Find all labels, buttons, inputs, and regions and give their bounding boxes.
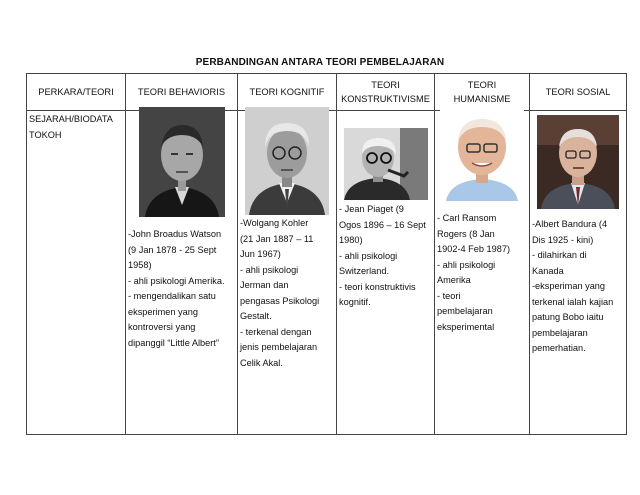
row-label-line2: TOKOH — [29, 130, 62, 140]
piaget-bio-line: - Jean Piaget (9 — [339, 204, 404, 214]
rogers-bio-line: pembelajaran — [437, 306, 493, 316]
kohler-bio-line: - terkenal dengan — [240, 326, 312, 337]
header-humanisme-line2: HUMANISME — [453, 94, 511, 104]
bandura-bio-line: terkenal ialah kajian — [532, 296, 614, 307]
watson-bio-line: 1958) — [128, 260, 152, 270]
page-title: PERBANDINGAN ANTARA TEORI PEMBELAJARAN — [195, 57, 445, 68]
rogers-bio-line: - teori — [437, 290, 461, 301]
header-humanisme-line1: TEORI — [467, 80, 497, 90]
rogers-bio-line: 1902-4 Feb 1987) — [437, 244, 511, 254]
watson-bio-line: eksperimen yang — [128, 306, 198, 317]
cell-konstruktivisme — [337, 111, 435, 435]
kohler-bio-line: - ahli psikologi — [240, 264, 299, 275]
header-row — [27, 74, 627, 111]
header-konstruktivisme — [337, 74, 435, 111]
row-label-cell — [27, 111, 126, 435]
header-behavioris: TEORI BEHAVIORIS — [126, 74, 238, 111]
bandura-bio-line: patung Bobo iaitu — [532, 312, 604, 322]
portrait-piaget — [344, 128, 428, 200]
header-sosial: TEORI SOSIAL — [530, 74, 627, 111]
cell-humanisme — [435, 111, 530, 435]
rogers-bio-line: - Carl Ransom — [437, 213, 497, 223]
piaget-bio-line: Switzerland. — [339, 266, 390, 276]
bandura-bio-line: -eksperiman yang — [532, 281, 606, 291]
bandura-bio-line: -Albert Bandura (4 — [532, 219, 608, 229]
bandura-bio-line: Dis 1925 - kini) — [532, 234, 594, 245]
rogers-bio-line: eksperimental — [437, 321, 495, 332]
kohler-bio-line: Gestalt. — [240, 311, 272, 321]
piaget-bio-line: kognitif. — [339, 297, 371, 307]
rogers-bio-line: Rogers (8 Jan — [437, 228, 495, 239]
biodata-row — [27, 111, 627, 435]
piaget-bio-line: - teori konstruktivis — [339, 281, 416, 292]
header-humanisme — [435, 74, 530, 111]
cell-behavioris — [126, 111, 238, 435]
cell-kognitif — [238, 111, 337, 435]
piaget-bio-line: 1980) — [339, 235, 363, 245]
rogers-bio-line: - ahli psikologi — [437, 259, 496, 270]
watson-bio-line: -John Broadus Watson — [128, 229, 222, 239]
watson-bio-line: - mengendalikan satu — [128, 291, 216, 301]
bandura-bio-line: - dilahirkan di — [532, 250, 587, 260]
watson-bio-line: (9 Jan 1878 - 25 Sept — [128, 244, 217, 255]
kohler-bio-line: (21 Jan 1887 – 11 — [240, 233, 314, 244]
header-konstruktivisme-line2: KONSTRUKTIVISME — [341, 94, 430, 104]
kohler-bio-line: pengasas Psikologi — [240, 295, 320, 306]
bandura-bio-line: Kanada — [532, 265, 564, 276]
header-kognitif: TEORI KOGNITIF — [238, 74, 337, 111]
watson-bio-line: - ahli psikologi Amerika. — [128, 275, 225, 286]
kohler-bio-line: -Wolgang Kohler — [240, 218, 309, 228]
watson-bio-line: dipanggil “Little Albert” — [128, 337, 219, 348]
portrait-rogers — [440, 107, 524, 201]
kohler-bio-line: Jun 1967) — [240, 249, 281, 259]
comparison-table — [26, 73, 627, 435]
bandura-bio-line: pembelajaran — [532, 327, 588, 338]
header-konstruktivisme-line1: TEORI — [371, 80, 400, 90]
portrait-bandura — [537, 115, 619, 209]
kohler-bio-line: Jerman dan — [240, 280, 289, 290]
cell-sosial — [530, 111, 627, 435]
header-perkara: PERKARA/TEORI — [27, 74, 126, 111]
portrait-kohler — [245, 107, 329, 215]
bandura-bio-line: pemerhatian. — [532, 343, 586, 353]
portrait-watson — [139, 107, 225, 217]
piaget-bio-line: Ogos 1896 – 16 Sept — [339, 219, 426, 230]
row-label-line1: SEJARAH/BIODATA — [29, 114, 113, 124]
piaget-bio-line: - ahli psikologi — [339, 250, 398, 261]
watson-bio-line: kontroversi yang — [128, 322, 196, 332]
kohler-bio-line: jenis pembelajaran — [240, 342, 318, 352]
kohler-bio-line: Celik Akal. — [240, 357, 283, 368]
rogers-bio-line: Amerika — [437, 275, 471, 285]
